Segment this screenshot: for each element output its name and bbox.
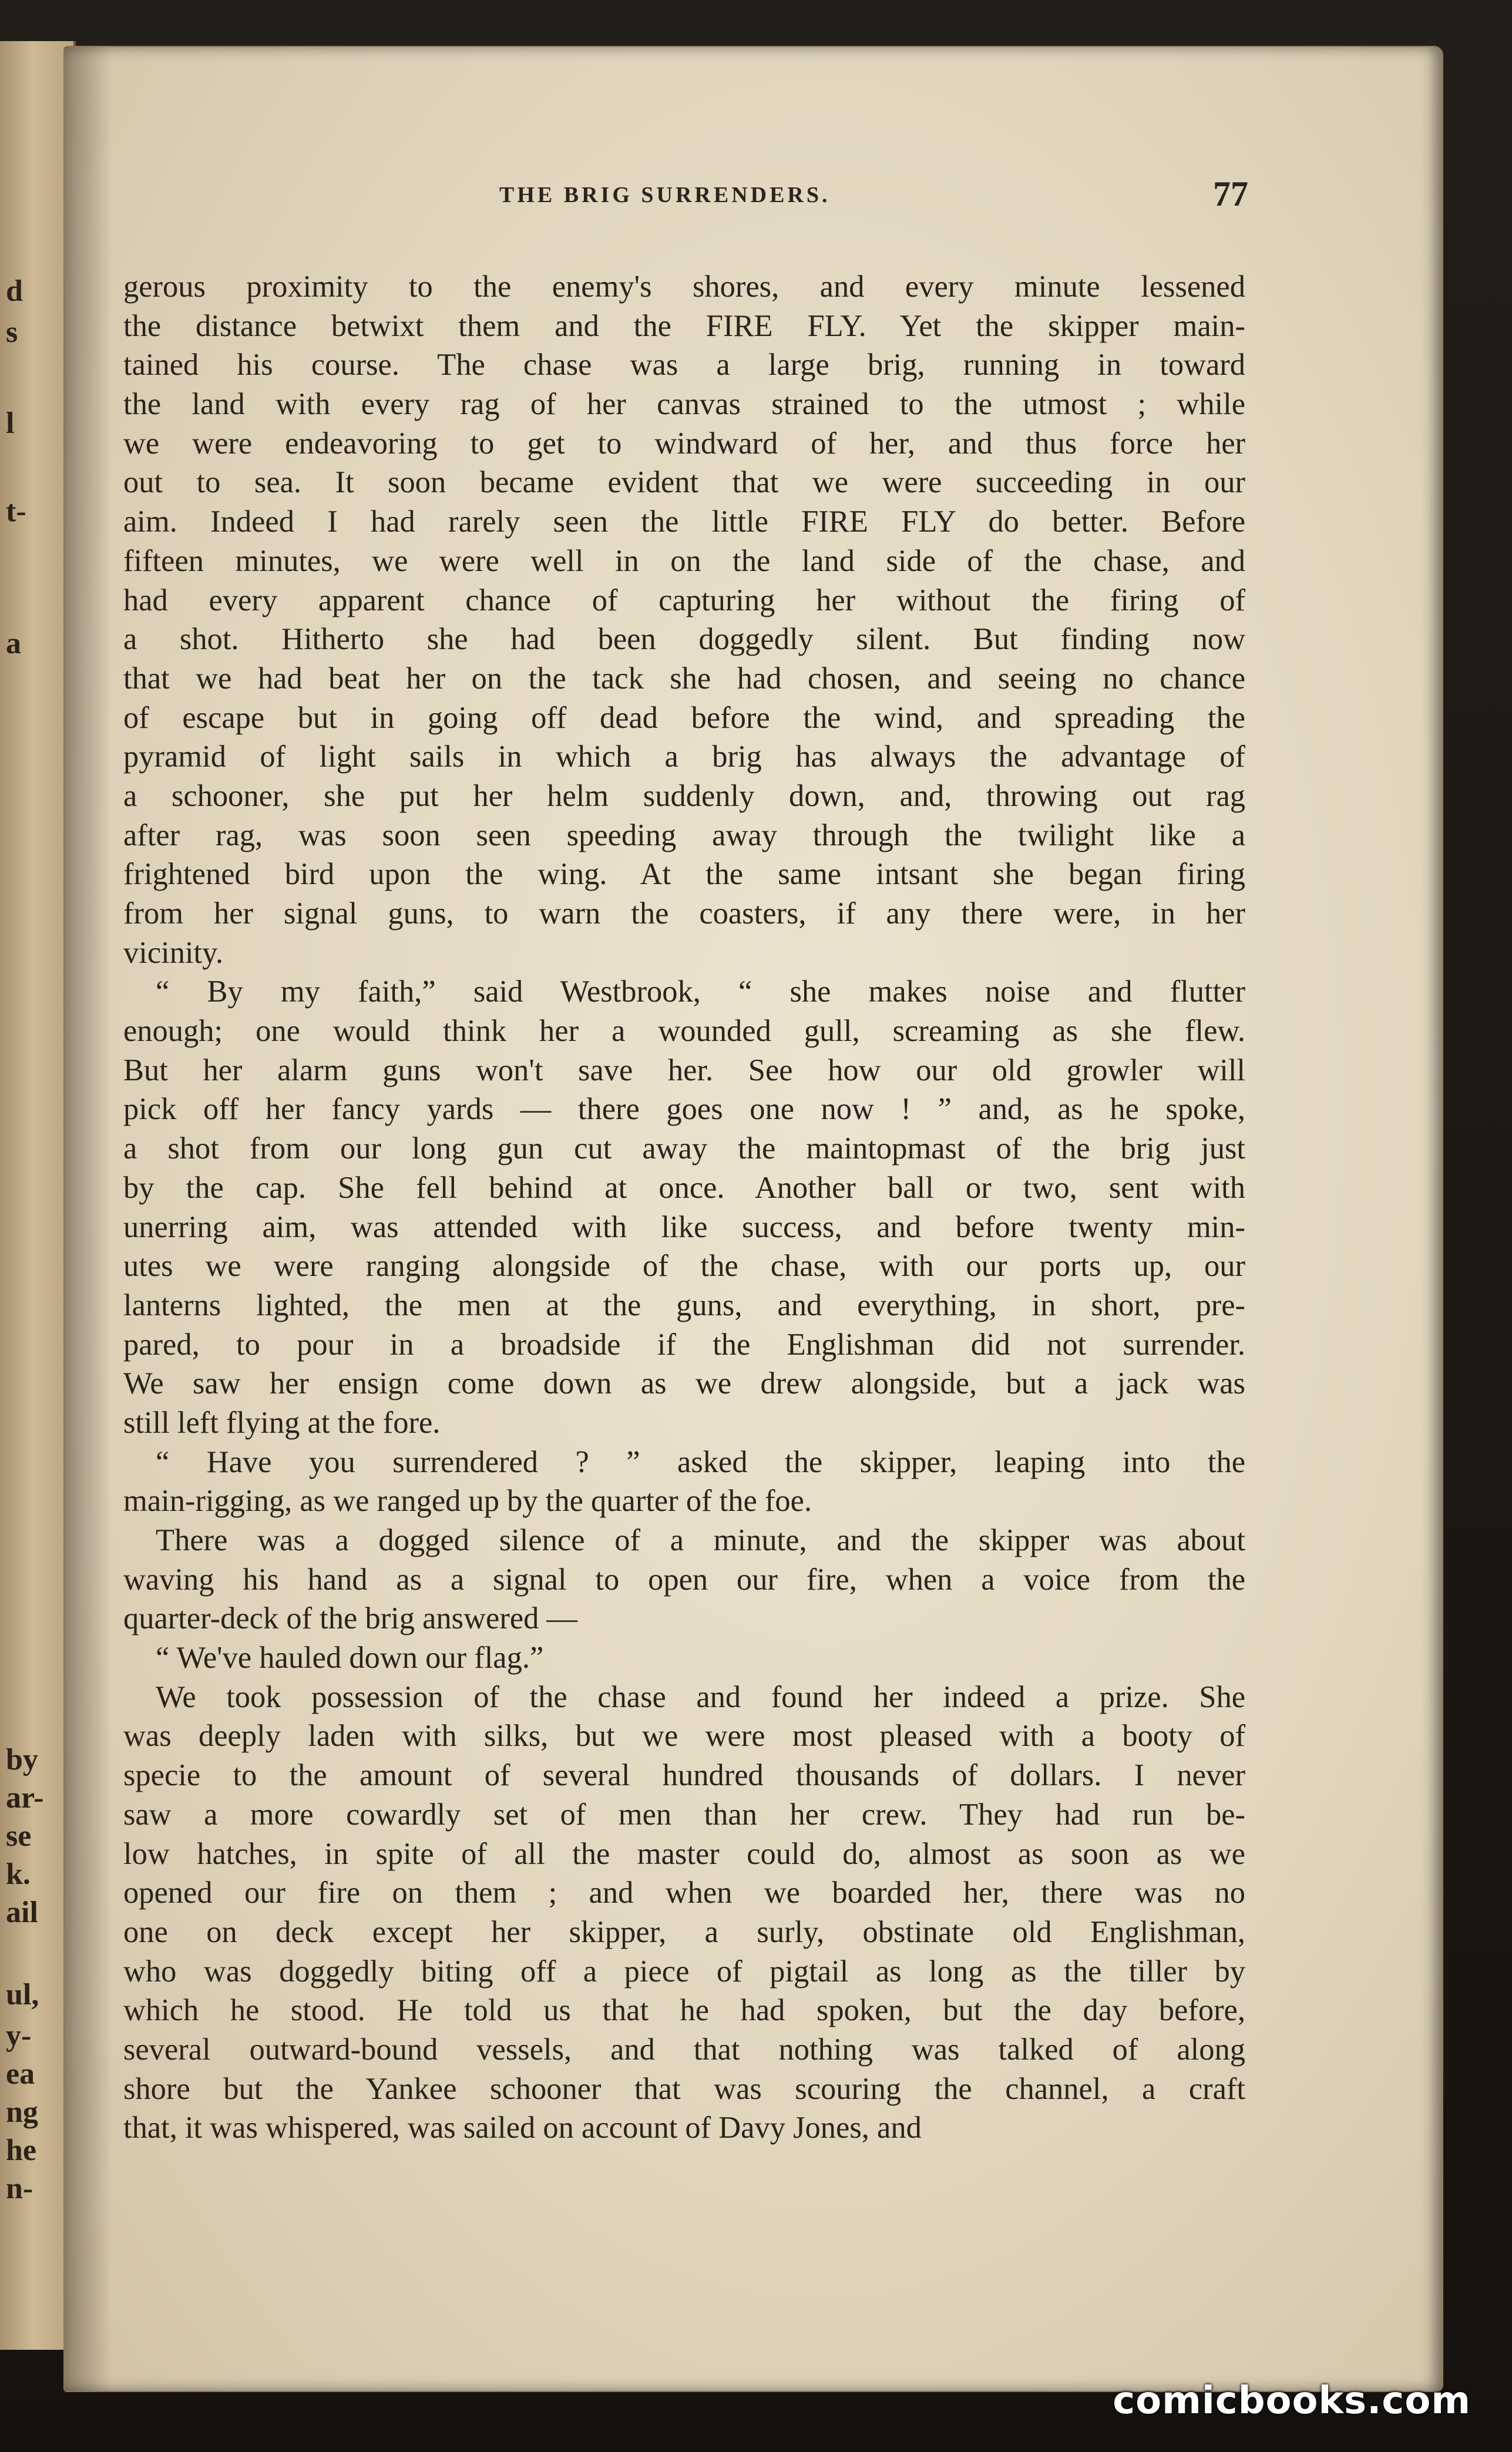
text-line: There was a dogged silence of a minute, and the skipper was about bbox=[156, 1523, 1245, 1557]
text-line: after rag, was soon seen speeding away through the twilight like a bbox=[123, 818, 1245, 852]
text-line: specie to the amount of several hundred thousands of dollars. I never bbox=[123, 1758, 1245, 1793]
facing-page-fragment: k. bbox=[6, 1858, 31, 1891]
text-line: we were endeavoring to get to windward of her, and thus force her bbox=[123, 426, 1245, 461]
facing-page-fragment: he bbox=[6, 2134, 36, 2167]
text-line: which he stood. He told us that he had spoken, but the day before, bbox=[123, 1993, 1245, 2028]
body-text bbox=[123, 267, 1245, 2148]
facing-page-fragment: ul, bbox=[6, 1978, 39, 2011]
text-line: saw a more cowardly set of men than her crew. They had run be- bbox=[123, 1797, 1245, 1832]
text-line: of escape but in going off dead before the wind, and spreading the bbox=[123, 700, 1245, 735]
text-line: a shot. Hitherto she had been doggedly silent. But finding now bbox=[123, 622, 1245, 657]
text-line: main-rigging, as we ranged up by the quarter of the foe. bbox=[123, 1484, 812, 1519]
text-line: We saw her ensign come down as we drew alongside, but a jack was bbox=[123, 1366, 1245, 1401]
text-line: lanterns lighted, the men at the guns, and everything, in short, pre- bbox=[123, 1288, 1245, 1322]
text-line: vicinity. bbox=[123, 935, 224, 970]
gutter-shadow bbox=[65, 47, 112, 2391]
text-line: “ By my faith,” said Westbrook, “ she makes noise and flutter bbox=[156, 975, 1245, 1009]
facing-page-fragment: y- bbox=[6, 2019, 32, 2053]
text-line: opened our fire on them ; and when we boarded her, there was no bbox=[123, 1876, 1245, 1910]
facing-page-fragment: n- bbox=[6, 2172, 33, 2205]
running-head bbox=[65, 176, 1442, 223]
page-number: 77 bbox=[1213, 174, 1248, 213]
chapter-title: THE BRIG SURRENDERS. bbox=[499, 183, 831, 207]
text-line: pared, to pour in a broadside if the Englishman did not surrender. bbox=[123, 1327, 1245, 1362]
text-line: tained his course. The chase was a large brig, running in toward bbox=[123, 348, 1245, 382]
text-line: “ Have you surrendered ? ” asked the skipper, leaping into the bbox=[156, 1445, 1245, 1479]
text-line: had every apparent chance of capturing her without the firing of bbox=[123, 583, 1245, 617]
facing-page-fragment: l bbox=[6, 407, 15, 440]
text-line: by the cap. She fell behind at once. Another ball or two, sent with bbox=[123, 1170, 1245, 1205]
watermark: comicbooks.com bbox=[1113, 2379, 1471, 2423]
text-line: enough; one would think her a wounded gull, screaming as she flew. bbox=[123, 1014, 1245, 1049]
text-line: that we had beat her on the tack she had chosen, and seeing no chance bbox=[123, 661, 1245, 696]
text-line: quarter-deck of the brig answered — bbox=[123, 1601, 577, 1636]
text-line: pick off her fancy yards — there goes one now ! ” and, as he spoke, bbox=[123, 1092, 1245, 1127]
text-line: the land with every rag of her canvas strained to the utmost ; while bbox=[123, 387, 1245, 422]
facing-page-fragment: a bbox=[6, 627, 21, 660]
facing-page-fragment: d bbox=[6, 274, 23, 308]
text-line: a schooner, she put her helm suddenly down, and, throwing out rag bbox=[123, 778, 1245, 813]
text-line: the distance betwixt them and the FIRE FLY. Yet the skipper main- bbox=[123, 308, 1245, 343]
text-line: frightened bird upon the wing. At the same intsant she began firing bbox=[123, 857, 1245, 892]
text-line: low hatches, in spite of all the master could do, almost as soon as we bbox=[123, 1836, 1245, 1871]
text-line: But her alarm guns won't save her. See how our old growler will bbox=[123, 1053, 1245, 1087]
facing-page-fragment: s bbox=[6, 315, 18, 349]
facing-page-fragment: ail bbox=[6, 1896, 38, 1929]
text-line: gerous proximity to the enemy's shores, and every minute lessened bbox=[123, 270, 1245, 304]
text-line: unerring aim, was attended with like success, and before twenty min- bbox=[123, 1210, 1245, 1244]
text-line: was deeply laden with silks, but we were most pleased with a booty of bbox=[123, 1719, 1245, 1754]
text-line: still left flying at the fore. bbox=[123, 1405, 441, 1440]
facing-page-fragment: t- bbox=[6, 495, 26, 528]
facing-page-fragment: ar- bbox=[6, 1781, 44, 1815]
text-line: out to sea. It soon became evident that we were succeeding in our bbox=[123, 465, 1245, 500]
text-line: utes we were ranging alongside of the chase, with our ports up, our bbox=[123, 1249, 1245, 1284]
text-line: We took possession of the chase and found her indeed a prize. She bbox=[156, 1680, 1245, 1714]
text-line: who was doggedly biting off a piece of pigtail as long as the tiller by bbox=[123, 1954, 1245, 1989]
facing-page-fragment: by bbox=[6, 1743, 38, 1776]
text-line: one on deck except her skipper, a surly, obstinate old Englishman, bbox=[123, 1914, 1245, 1949]
facing-page-fragment: se bbox=[6, 1819, 32, 1853]
text-line: that, it was whispered, was sailed on account of Davy Jones, and bbox=[123, 2111, 922, 2145]
text-line: a shot from our long gun cut away the maintopmast of the brig just bbox=[123, 1131, 1245, 1166]
text-line: aim. Indeed I had rarely seen the little FIRE FLY do better. Before bbox=[123, 505, 1245, 539]
text-line: shore but the Yankee schooner that was scouring the channel, a craft bbox=[123, 2071, 1245, 2106]
facing-page-fragment: ng bbox=[6, 2095, 38, 2129]
text-line: several outward-bound vessels, and that nothing was talked of along bbox=[123, 2032, 1245, 2067]
text-line: “ We've hauled down our flag.” bbox=[156, 1641, 544, 1675]
text-line: pyramid of light sails in which a brig has always the advantage of bbox=[123, 740, 1245, 774]
text-line: fifteen minutes, we were well in on the land side of the chase, and bbox=[123, 543, 1245, 578]
text-line: from her signal guns, to warn the coasters, if any there were, in her bbox=[123, 896, 1245, 931]
text-line: waving his hand as a signal to open our fire, when a voice from the bbox=[123, 1562, 1245, 1597]
facing-page-fragment: ea bbox=[6, 2057, 35, 2091]
